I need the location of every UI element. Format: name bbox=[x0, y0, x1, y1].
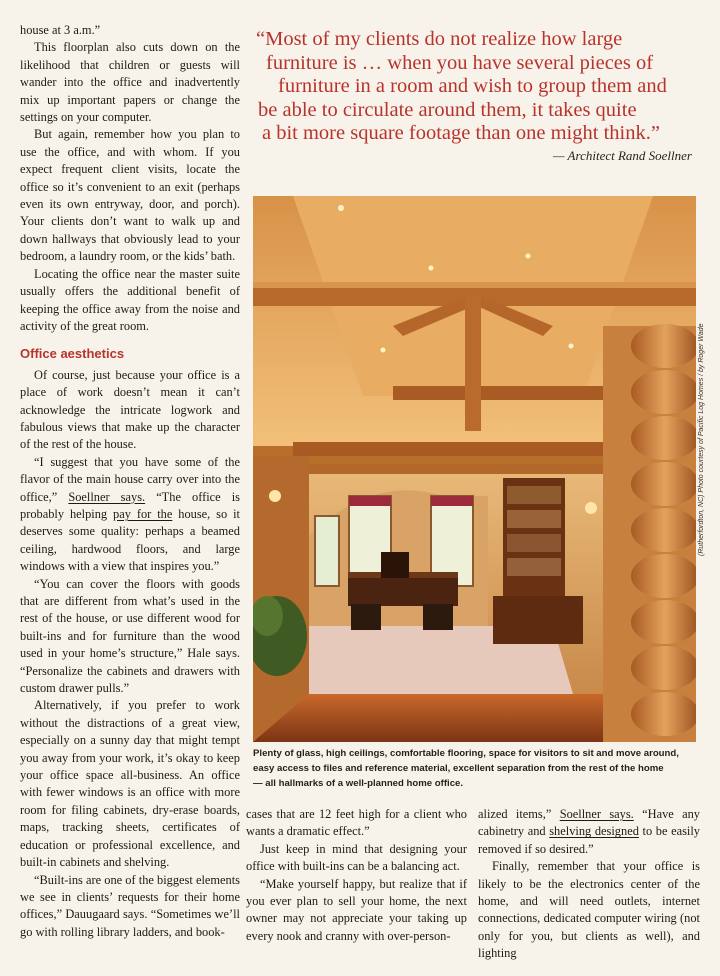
paragraph: house at 3 a.m.” bbox=[20, 23, 101, 37]
paragraph: “Built-ins are one of the biggest elements we see in clients’ requests for their home offices,” Dauugaard says. “Sometimes we’ll go with rolling library ladders, and book- bbox=[20, 872, 240, 939]
right-column bbox=[478, 806, 700, 963]
section-heading: Office aesthetics bbox=[20, 346, 125, 362]
post bbox=[465, 296, 481, 431]
underlined-phrase: shelving designed bbox=[549, 824, 639, 839]
paragraph: cases that are 12 feet high for a client who wants a dramatic effect.” bbox=[246, 807, 467, 839]
paragraph bbox=[478, 806, 700, 858]
pull-quote-line: “Most of my clients do not realize how large bbox=[256, 28, 623, 50]
paragraph: Just keep in mind that designing your office with built-ins can be a balancing act. bbox=[246, 841, 467, 874]
quote-text: “Have any cabinetry and bbox=[478, 807, 700, 839]
quote-text: “I suggest that you have some of the flavor of the main house carry over into the office,” bbox=[20, 454, 240, 504]
paragraph: Finally, remember that your office is likely to be the electronics center of the home, and will need outlets, internet connections, dedicated computer wiring (not only for you, but clients as well), and lighting bbox=[478, 859, 700, 961]
pull-quote-line: a bit more square footage than one might think.” bbox=[262, 122, 660, 144]
quote-text: “The office is probably helping bbox=[20, 489, 240, 521]
cabinet bbox=[493, 596, 583, 644]
quote-text: to be easily removed if so desired.” bbox=[478, 824, 700, 856]
speaker-attribution: Soellner says. bbox=[559, 807, 634, 821]
caption-line: — all hallmarks of a well-planned home office. bbox=[253, 778, 464, 789]
paragraph bbox=[20, 454, 240, 576]
speaker-attribution: Soellner says. bbox=[68, 489, 146, 504]
middle-column bbox=[246, 806, 467, 945]
pull-quote-line: furniture in a room and wish to group them and bbox=[278, 75, 667, 97]
pull-quote-line: furniture is … when you have several pieces of bbox=[266, 51, 654, 74]
caption-line: Plenty of glass, high ceilings, comfortable flooring, space for visitors to sit and move around, bbox=[253, 748, 679, 759]
quote-text: alized items,” bbox=[478, 807, 552, 821]
photo-caption bbox=[253, 746, 703, 791]
office-photo bbox=[253, 196, 696, 742]
paragraph: “Make yourself happy, but realize that if you ever plan to sell your home, the next owner may not appreciate your taking up every nook and cranny with over-person- bbox=[246, 876, 467, 943]
caption-line: easy access to files and reference material, excellent separation from the rest of the home bbox=[253, 763, 664, 774]
paragraph: But again, remember how you plan to use the office, and with whom. If you expect frequent client visits, locate the office so it’s convenient to an exit (perhaps even its own entryway, door, and porch). Your clients don’t want to walk up and down hallways that obviously lead to your bedroom, a laundry room, or the kids’ bath. bbox=[20, 127, 240, 264]
underlined-phrase: pay for the bbox=[113, 506, 173, 521]
desk bbox=[348, 576, 458, 606]
paragraph: Alternatively, if you prefer to work without the distractions of a great view, especially on a sunny day that might tempt you away from your work, it’s okay to keep your office space all-business. An office with fewer windows is an office with more room for filing cabinets, dry-erase boards, maps, tracking sheets, certificates of education or professional excellence, and built-in cabinets and shelving. bbox=[20, 698, 240, 870]
ceiling-beam bbox=[393, 386, 603, 400]
pull-quote-attribution: — Architect Rand Soellner bbox=[552, 147, 692, 163]
sconce bbox=[269, 490, 281, 502]
photo-credit: (Rutherfordton, NC) Photo courtesy of Pacific Log Homes / by Roger Wade bbox=[698, 323, 705, 556]
sconce bbox=[585, 502, 597, 514]
paragraph: This floorplan also cuts down on the likelihood that children or guests will wander into the office and inadvertently mix up important papers or change the settings on your computer. bbox=[20, 40, 240, 125]
hardwood-floor bbox=[253, 694, 603, 742]
paragraph: “You can cover the floors with goods that are different from what’s used in the rest of the house, or use different wood for built-ins and for furniture than the wood used in your home’s structure,” Hale says. “Personalize the cabinets and drawers with custom drawer pulls.” bbox=[20, 576, 240, 696]
pull-quote-line: be able to circulate around them, it takes quite bbox=[258, 98, 637, 121]
ceiling-beam bbox=[293, 442, 633, 456]
paragraph: Of course, just because your office is a place of work doesn’t mean it can’t acknowledge the intricate logwork and fabulous views that make up the character of the rest of the house. bbox=[20, 367, 240, 452]
office-chair bbox=[381, 552, 409, 578]
guest-chair bbox=[423, 604, 453, 630]
guest-chair bbox=[351, 604, 381, 630]
pull-quote bbox=[256, 28, 696, 165]
office-photo-illustration bbox=[253, 196, 696, 742]
window bbox=[315, 516, 339, 586]
log-wall bbox=[603, 324, 696, 742]
paragraph: Locating the office near the master suite usually offers the additional benefit of keeping the office away from the noise and activity of the great room. bbox=[20, 266, 240, 333]
left-column bbox=[20, 22, 240, 941]
quote-text: house, so it deserves some quality: perhaps a beamed ceiling, hardwood floors, and large windows with a view that inspires you.” bbox=[20, 506, 240, 574]
